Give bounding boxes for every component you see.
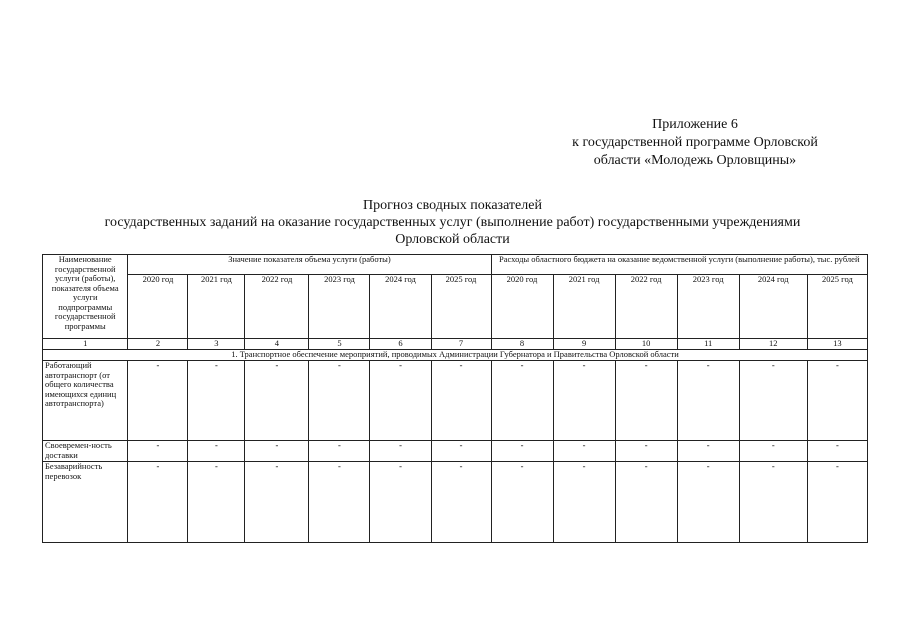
column-number: 13 <box>807 339 867 350</box>
section-row <box>43 350 868 361</box>
table-cell: - <box>370 462 431 543</box>
table-cell: - <box>309 462 370 543</box>
title-line-2: государственных заданий на оказание государственных услуг (выполнение работ) государственными учреждениями <box>104 215 801 230</box>
table-cell: - <box>128 441 188 462</box>
table-cell: - <box>615 462 677 543</box>
row-label: Своевремен-ность доставки <box>43 441 128 462</box>
forecast-table <box>42 254 868 543</box>
table-cell: - <box>188 462 245 543</box>
table-cell: - <box>309 361 370 441</box>
table-cell: - <box>431 361 491 441</box>
table-cell: - <box>553 441 615 462</box>
row-label: Работающий автотранспорт (от общего количества имеющихся единиц автотранспорта) <box>43 361 128 441</box>
year-header: 2024 год <box>739 275 807 339</box>
title-line-3: Орловской области <box>395 232 510 247</box>
year-header: 2024 год <box>370 275 431 339</box>
table-cell: - <box>431 462 491 543</box>
table-cell: - <box>615 361 677 441</box>
table-row <box>43 462 868 543</box>
year-header: 2023 год <box>677 275 739 339</box>
year-header: 2021 год <box>188 275 245 339</box>
table-cell: - <box>188 441 245 462</box>
table-cell: - <box>491 462 553 543</box>
column-number: 7 <box>431 339 491 350</box>
column-number: 2 <box>128 339 188 350</box>
table-cell: - <box>370 441 431 462</box>
table-row <box>43 441 868 462</box>
year-header: 2023 год <box>309 275 370 339</box>
column-number-row <box>43 339 868 350</box>
year-header: 2020 год <box>128 275 188 339</box>
group-header-volume: Значение показателя объема услуги (работы) <box>128 255 491 275</box>
table-cell: - <box>615 441 677 462</box>
appendix-line-1: Приложение 6 <box>652 117 738 132</box>
column-number: 10 <box>615 339 677 350</box>
column-number: 4 <box>245 339 309 350</box>
appendix-line-3: области «Молодежь Орловщины» <box>593 153 797 168</box>
row-label: Безаварийность перевозок <box>43 462 128 543</box>
table-cell: - <box>128 361 188 441</box>
year-header: 2021 год <box>553 275 615 339</box>
table-cell: - <box>807 361 867 441</box>
table-row <box>43 361 868 441</box>
title-line-1: Прогноз сводных показателей <box>363 198 542 213</box>
column-number: 1 <box>43 339 128 350</box>
column-number: 8 <box>491 339 553 350</box>
table-cell: - <box>739 441 807 462</box>
table-cell: - <box>370 361 431 441</box>
year-header: 2022 год <box>245 275 309 339</box>
column-number: 5 <box>309 339 370 350</box>
year-header: 2022 год <box>615 275 677 339</box>
document-title <box>40 197 865 248</box>
table-cell: - <box>739 462 807 543</box>
table-cell: - <box>677 361 739 441</box>
table-cell: - <box>128 462 188 543</box>
year-header: 2020 год <box>491 275 553 339</box>
table-cell: - <box>309 441 370 462</box>
table-cell: - <box>739 361 807 441</box>
table-cell: - <box>431 441 491 462</box>
table-cell: - <box>677 462 739 543</box>
year-header: 2025 год <box>431 275 491 339</box>
column-number: 3 <box>188 339 245 350</box>
table-cell: - <box>677 441 739 462</box>
appendix-line-2: к государственной программе Орловской <box>572 135 818 150</box>
table-cell: - <box>553 361 615 441</box>
table-cell: - <box>245 361 309 441</box>
table-cell: - <box>188 361 245 441</box>
table-cell: - <box>491 361 553 441</box>
column-number: 9 <box>553 339 615 350</box>
col-header-name: Наименование государственной услуги (работы), показателя объема услуги подпрограммы государственной программы <box>43 255 128 339</box>
table-cell: - <box>807 462 867 543</box>
appendix-heading <box>540 116 850 170</box>
table-cell: - <box>245 462 309 543</box>
table-cell: - <box>491 441 553 462</box>
column-number: 11 <box>677 339 739 350</box>
table-cell: - <box>245 441 309 462</box>
section-title: 1. Транспортное обеспечение мероприятий, проводимых Администрации Губернатора и Правительства Орловской области <box>43 350 868 361</box>
column-number: 6 <box>370 339 431 350</box>
group-header-expenses: Расходы областного бюджета на оказание ведомственной услуги (выполнение работы), тыс. рублей <box>491 255 868 275</box>
column-number: 12 <box>739 339 807 350</box>
table-cell: - <box>553 462 615 543</box>
table-cell: - <box>807 441 867 462</box>
year-header: 2025 год <box>807 275 867 339</box>
